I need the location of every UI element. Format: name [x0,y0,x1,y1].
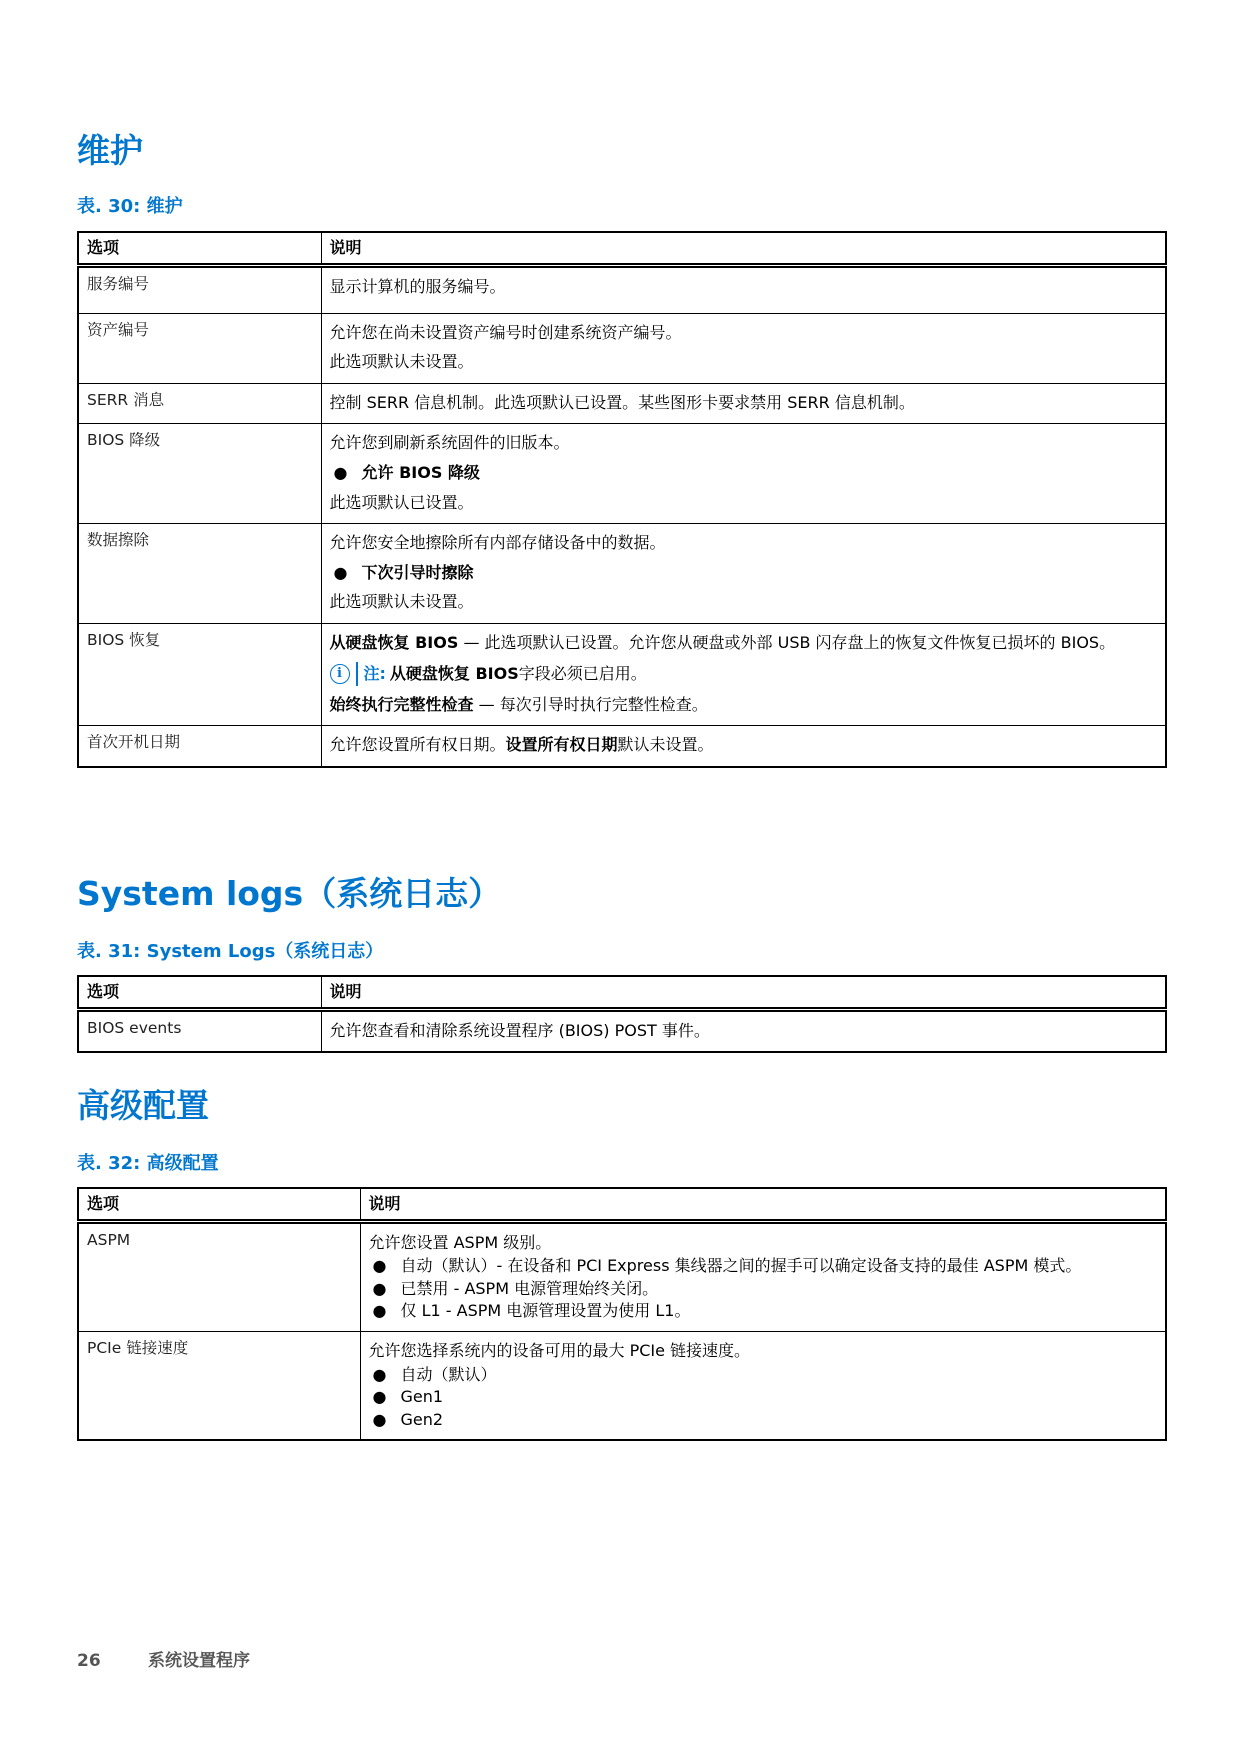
description-rest: 默认未设置。 [617,735,714,755]
table-header-row [78,1188,1166,1221]
bullet-icon: ● [372,1301,387,1321]
description-cell [321,313,1166,383]
table-caption-maintenance: 表. 30: 维护 [77,196,183,217]
option-cell: SERR 消息 [78,383,321,424]
description-cell [360,1331,1166,1440]
description-cell [321,1009,1166,1052]
page-number: 26 [77,1651,101,1671]
bullet-icon: ● [333,562,348,582]
description-text: 允许您到刷新系统固件的旧版本。 [329,433,570,453]
header-option: 选项 [78,976,321,1009]
table-caption-system-logs: 表. 31: System Logs（系统日志） [77,941,384,962]
footer-title: 系统设置程序 [148,1651,250,1671]
description-cell [321,524,1166,624]
system-logs-table [77,975,1167,1053]
table-row [78,313,1166,383]
list-item-text: 仅 L1 - ASPM 电源管理设置为使用 L1。 [400,1301,691,1321]
description-default: 此选项默认已设置。 [329,492,474,512]
list-item [369,1409,1158,1431]
table-header-row [78,976,1166,1009]
bullet-text: 允许 BIOS 降级 [361,462,480,482]
description-rest: — 每次引导时执行完整性检查。 [473,694,708,714]
header-description: 说明 [321,976,1166,1009]
bullet-icon: ● [372,1364,387,1384]
section-heading-advanced-config: 高级配置 [77,1086,209,1125]
description-text: 允许您在尚未设置资产编号时创建系统资产编号。 [329,322,682,342]
option-list [369,1255,1158,1322]
table-row [78,424,1166,524]
bullet-icon: ● [372,1256,387,1276]
header-description: 说明 [321,232,1166,265]
header-option: 选项 [78,1188,360,1221]
description-bold: 从硬盘恢复 BIOS [329,632,459,652]
note-bold: 从硬盘恢复 BIOS [389,663,519,683]
section-heading-maintenance: 维护 [77,131,143,170]
description-bold: 设置所有权日期 [505,735,618,755]
description-lead: 允许您设置所有权日期。 [329,735,506,755]
description-text [330,694,1158,716]
maintenance-table [77,231,1167,768]
description-text: 显示计算机的服务编号。 [329,276,506,296]
option-cell: ASPM [78,1221,360,1331]
option-cell: BIOS 恢复 [78,623,321,725]
option-cell: 数据擦除 [78,524,321,624]
bullet-item [330,462,1158,484]
header-option: 选项 [78,232,321,265]
option-cell: BIOS events [78,1009,321,1052]
bullet-item [330,562,1158,584]
option-cell: 首次开机日期 [78,726,321,767]
table-row [78,383,1166,424]
table-row [78,1009,1166,1052]
table-row [78,265,1166,313]
description-text [330,734,1158,756]
description-text: 控制 SERR 信息机制。此选项默认已设置。某些图形卡要求禁用 SERR 信息机制。 [329,392,915,412]
description-text: 允许您设置 ASPM 级别。 [368,1232,552,1252]
table-header-row [78,232,1166,265]
table-row [78,524,1166,624]
option-cell: 服务编号 [78,265,321,313]
option-list [369,1364,1158,1431]
note-label: 注: [363,663,386,683]
list-item [369,1386,1158,1408]
header-description: 说明 [360,1188,1166,1221]
description-cell [321,726,1166,767]
description-cell [321,383,1166,424]
description-text [330,632,1158,654]
description-bold: 始终执行完整性检查 [329,694,474,714]
option-cell: PCIe 链接速度 [78,1331,360,1440]
table-caption-advanced-config: 表. 32: 高级配置 [77,1153,219,1174]
option-cell: 资产编号 [78,313,321,383]
description-cell [321,424,1166,524]
description-cell [321,623,1166,725]
list-item [369,1255,1158,1277]
list-item-text: Gen2 [400,1409,444,1429]
list-item [369,1278,1158,1300]
list-item-text: 自动（默认） [400,1364,497,1384]
info-icon: i [330,664,350,684]
note [330,662,1158,686]
list-item-text: Gen1 [400,1387,444,1407]
description-rest: — 此选项默认已设置。允许您从硬盘或外部 USB 闪存盘上的恢复文件恢复已损坏的 BIOS。 [458,632,1116,652]
advanced-config-table [77,1187,1167,1441]
page-footer [77,1646,250,1671]
bullet-icon: ● [372,1278,387,1298]
list-item [369,1300,1158,1322]
description-default: 此选项默认未设置。 [329,592,474,612]
table-row [78,1221,1166,1331]
description-text: 允许您查看和清除系统设置程序 (BIOS) POST 事件。 [329,1020,710,1040]
bullet-icon: ● [372,1387,387,1407]
note-text: 字段必须已启用。 [518,663,647,683]
bullet-text: 下次引导时擦除 [361,562,474,582]
description-cell [360,1221,1166,1331]
list-item [369,1364,1158,1386]
option-cell: BIOS 降级 [78,424,321,524]
description-cell [321,265,1166,313]
description-text: 允许您选择系统内的设备可用的最大 PCIe 链接速度。 [368,1340,751,1360]
section-heading-system-logs: System logs（系统日志） [77,874,502,913]
note-divider [356,662,358,686]
list-item-text: 已禁用 - ASPM 电源管理始终关闭。 [400,1278,659,1298]
list-item-text: 自动（默认）- 在设备和 PCI Express 集线器之间的握手可以确定设备支持的最佳 ASPM 模式。 [400,1256,1082,1276]
table-row [78,726,1166,767]
table-row [78,623,1166,725]
description-default: 此选项默认未设置。 [329,352,474,372]
bullet-icon: ● [333,462,348,482]
description-text: 允许您安全地擦除所有内部存储设备中的数据。 [329,533,666,553]
bullet-icon: ● [372,1409,387,1429]
table-row [78,1331,1166,1440]
